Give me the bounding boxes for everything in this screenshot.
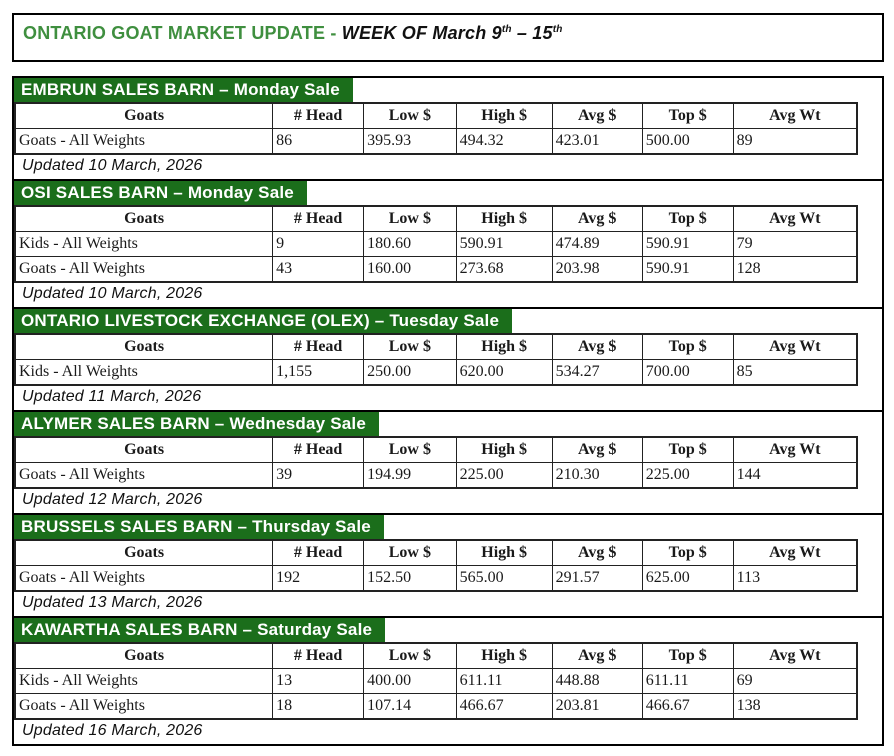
cell-category: Kids - All Weights <box>15 232 273 257</box>
col-header-top: Top $ <box>642 643 733 669</box>
cell-head: 1,155 <box>273 360 364 386</box>
header-row <box>15 206 857 232</box>
cell-low: 194.99 <box>364 463 457 489</box>
section-banner: ONTARIO LIVESTOCK EXCHANGE (OLEX) – Tuesday Sale <box>14 309 512 333</box>
cell-category: Goats - All Weights <box>15 129 273 155</box>
col-header-avg: Avg $ <box>552 103 642 129</box>
col-header-avgwt: Avg Wt <box>733 540 857 566</box>
cell-high: 225.00 <box>456 463 552 489</box>
sales-table-kawartha <box>14 642 858 720</box>
col-header-top: Top $ <box>642 334 733 360</box>
sales-table-osi <box>14 205 858 283</box>
col-header-avg: Avg $ <box>552 643 642 669</box>
page-title-week-range <box>342 23 563 43</box>
section-osi <box>14 181 882 309</box>
col-header-head: # Head <box>273 643 364 669</box>
sales-table-brussels <box>14 539 858 592</box>
sales-table-embrun <box>14 102 858 155</box>
cell-high: 273.68 <box>456 257 552 283</box>
col-header-high: High $ <box>456 643 552 669</box>
section-banner: OSI SALES BARN – Monday Sale <box>14 181 307 205</box>
cell-high: 565.00 <box>456 566 552 592</box>
col-header-head: # Head <box>273 437 364 463</box>
cell-low: 152.50 <box>364 566 457 592</box>
section-embrun <box>14 78 882 181</box>
cell-top: 590.91 <box>642 257 733 283</box>
col-header-head: # Head <box>273 334 364 360</box>
col-header-top: Top $ <box>642 103 733 129</box>
col-header-low: Low $ <box>364 206 457 232</box>
table-row <box>15 360 857 386</box>
ordinal-suffix: th <box>552 24 563 35</box>
cell-low: 180.60 <box>364 232 457 257</box>
cell-avg: 203.98 <box>552 257 642 283</box>
cell-category: Goats - All Weights <box>15 694 273 720</box>
sales-table-alymer <box>14 436 858 489</box>
col-header-high: High $ <box>456 206 552 232</box>
week-prefix: WEEK OF March 9 <box>341 23 502 43</box>
cell-top: 611.11 <box>642 669 733 694</box>
cell-high: 620.00 <box>456 360 552 386</box>
table-row <box>15 129 857 155</box>
cell-top: 590.91 <box>642 232 733 257</box>
updated-note: Updated 10 March, 2026 <box>22 285 203 302</box>
col-header-avgwt: Avg Wt <box>733 334 857 360</box>
header-row <box>15 643 857 669</box>
cell-avgwt: 79 <box>733 232 857 257</box>
cell-avgwt: 138 <box>733 694 857 720</box>
updated-note: Updated 13 March, 2026 <box>22 594 203 611</box>
cell-avgwt: 144 <box>733 463 857 489</box>
col-header-top: Top $ <box>642 437 733 463</box>
cell-top: 466.67 <box>642 694 733 720</box>
section-banner: EMBRUN SALES BARN – Monday Sale <box>14 78 353 102</box>
col-header-avgwt: Avg Wt <box>733 437 857 463</box>
col-header-avg: Avg $ <box>552 206 642 232</box>
header-row <box>15 437 857 463</box>
header-row <box>15 334 857 360</box>
col-header-goats: Goats <box>15 437 273 463</box>
cell-high: 611.11 <box>456 669 552 694</box>
col-header-head: # Head <box>273 103 364 129</box>
cell-avg: 210.30 <box>552 463 642 489</box>
cell-head: 192 <box>273 566 364 592</box>
ordinal-suffix: th <box>501 24 512 35</box>
col-header-low: Low $ <box>364 334 457 360</box>
table-row <box>15 232 857 257</box>
cell-high: 466.67 <box>456 694 552 720</box>
section-alymer <box>14 412 882 515</box>
cell-head: 86 <box>273 129 364 155</box>
cell-category: Goats - All Weights <box>15 566 273 592</box>
cell-category: Goats - All Weights <box>15 257 273 283</box>
col-header-low: Low $ <box>364 643 457 669</box>
cell-head: 43 <box>273 257 364 283</box>
cell-avgwt: 89 <box>733 129 857 155</box>
cell-high: 590.91 <box>456 232 552 257</box>
cell-avg: 534.27 <box>552 360 642 386</box>
col-header-goats: Goats <box>15 643 273 669</box>
col-header-avg: Avg $ <box>552 334 642 360</box>
col-header-goats: Goats <box>15 334 273 360</box>
cell-top: 700.00 <box>642 360 733 386</box>
cell-high: 494.32 <box>456 129 552 155</box>
col-header-goats: Goats <box>15 206 273 232</box>
cell-avg: 448.88 <box>552 669 642 694</box>
cell-avgwt: 128 <box>733 257 857 283</box>
col-header-avgwt: Avg Wt <box>733 206 857 232</box>
section-banner: KAWARTHA SALES BARN – Saturday Sale <box>14 618 385 642</box>
report-title-box <box>12 13 884 62</box>
col-header-goats: Goats <box>15 103 273 129</box>
cell-head: 9 <box>273 232 364 257</box>
col-header-avgwt: Avg Wt <box>733 643 857 669</box>
cell-category: Kids - All Weights <box>15 669 273 694</box>
cell-avg: 291.57 <box>552 566 642 592</box>
section-kawartha <box>14 618 882 744</box>
page-title: ONTARIO GOAT MARKET UPDATE - <box>23 23 342 43</box>
cell-low: 250.00 <box>364 360 457 386</box>
cell-head: 13 <box>273 669 364 694</box>
header-row <box>15 540 857 566</box>
col-header-high: High $ <box>456 540 552 566</box>
col-header-avg: Avg $ <box>552 437 642 463</box>
section-brussels <box>14 515 882 618</box>
header-row <box>15 103 857 129</box>
cell-top: 500.00 <box>642 129 733 155</box>
cell-low: 400.00 <box>364 669 457 694</box>
sales-table-olex <box>14 333 858 386</box>
cell-top: 625.00 <box>642 566 733 592</box>
cell-head: 18 <box>273 694 364 720</box>
cell-low: 107.14 <box>364 694 457 720</box>
updated-note: Updated 10 March, 2026 <box>22 157 203 174</box>
cell-avgwt: 69 <box>733 669 857 694</box>
col-header-high: High $ <box>456 437 552 463</box>
col-header-head: # Head <box>273 540 364 566</box>
cell-avg: 203.81 <box>552 694 642 720</box>
col-header-low: Low $ <box>364 540 457 566</box>
table-row <box>15 669 857 694</box>
col-header-head: # Head <box>273 206 364 232</box>
table-row <box>15 694 857 720</box>
table-row <box>15 566 857 592</box>
cell-avg: 474.89 <box>552 232 642 257</box>
col-header-top: Top $ <box>642 540 733 566</box>
updated-note: Updated 11 March, 2026 <box>22 388 202 405</box>
cell-category: Goats - All Weights <box>15 463 273 489</box>
table-row <box>15 257 857 283</box>
col-header-top: Top $ <box>642 206 733 232</box>
cell-avgwt: 85 <box>733 360 857 386</box>
col-header-avg: Avg $ <box>552 540 642 566</box>
week-range-mid: – 15 <box>511 23 553 43</box>
cell-avg: 423.01 <box>552 129 642 155</box>
section-banner: BRUSSELS SALES BARN – Thursday Sale <box>14 515 384 539</box>
cell-category: Kids - All Weights <box>15 360 273 386</box>
section-olex <box>14 309 882 412</box>
cell-low: 160.00 <box>364 257 457 283</box>
col-header-high: High $ <box>456 334 552 360</box>
cell-head: 39 <box>273 463 364 489</box>
cell-avgwt: 113 <box>733 566 857 592</box>
col-header-goats: Goats <box>15 540 273 566</box>
section-banner: ALYMER SALES BARN – Wednesday Sale <box>14 412 379 436</box>
sections-container <box>12 76 884 746</box>
col-header-low: Low $ <box>364 437 457 463</box>
cell-low: 395.93 <box>364 129 457 155</box>
col-header-avgwt: Avg Wt <box>733 103 857 129</box>
col-header-high: High $ <box>456 103 552 129</box>
cell-top: 225.00 <box>642 463 733 489</box>
col-header-low: Low $ <box>364 103 457 129</box>
updated-note: Updated 12 March, 2026 <box>22 491 203 508</box>
table-row <box>15 463 857 489</box>
updated-note: Updated 16 March, 2026 <box>22 722 203 739</box>
